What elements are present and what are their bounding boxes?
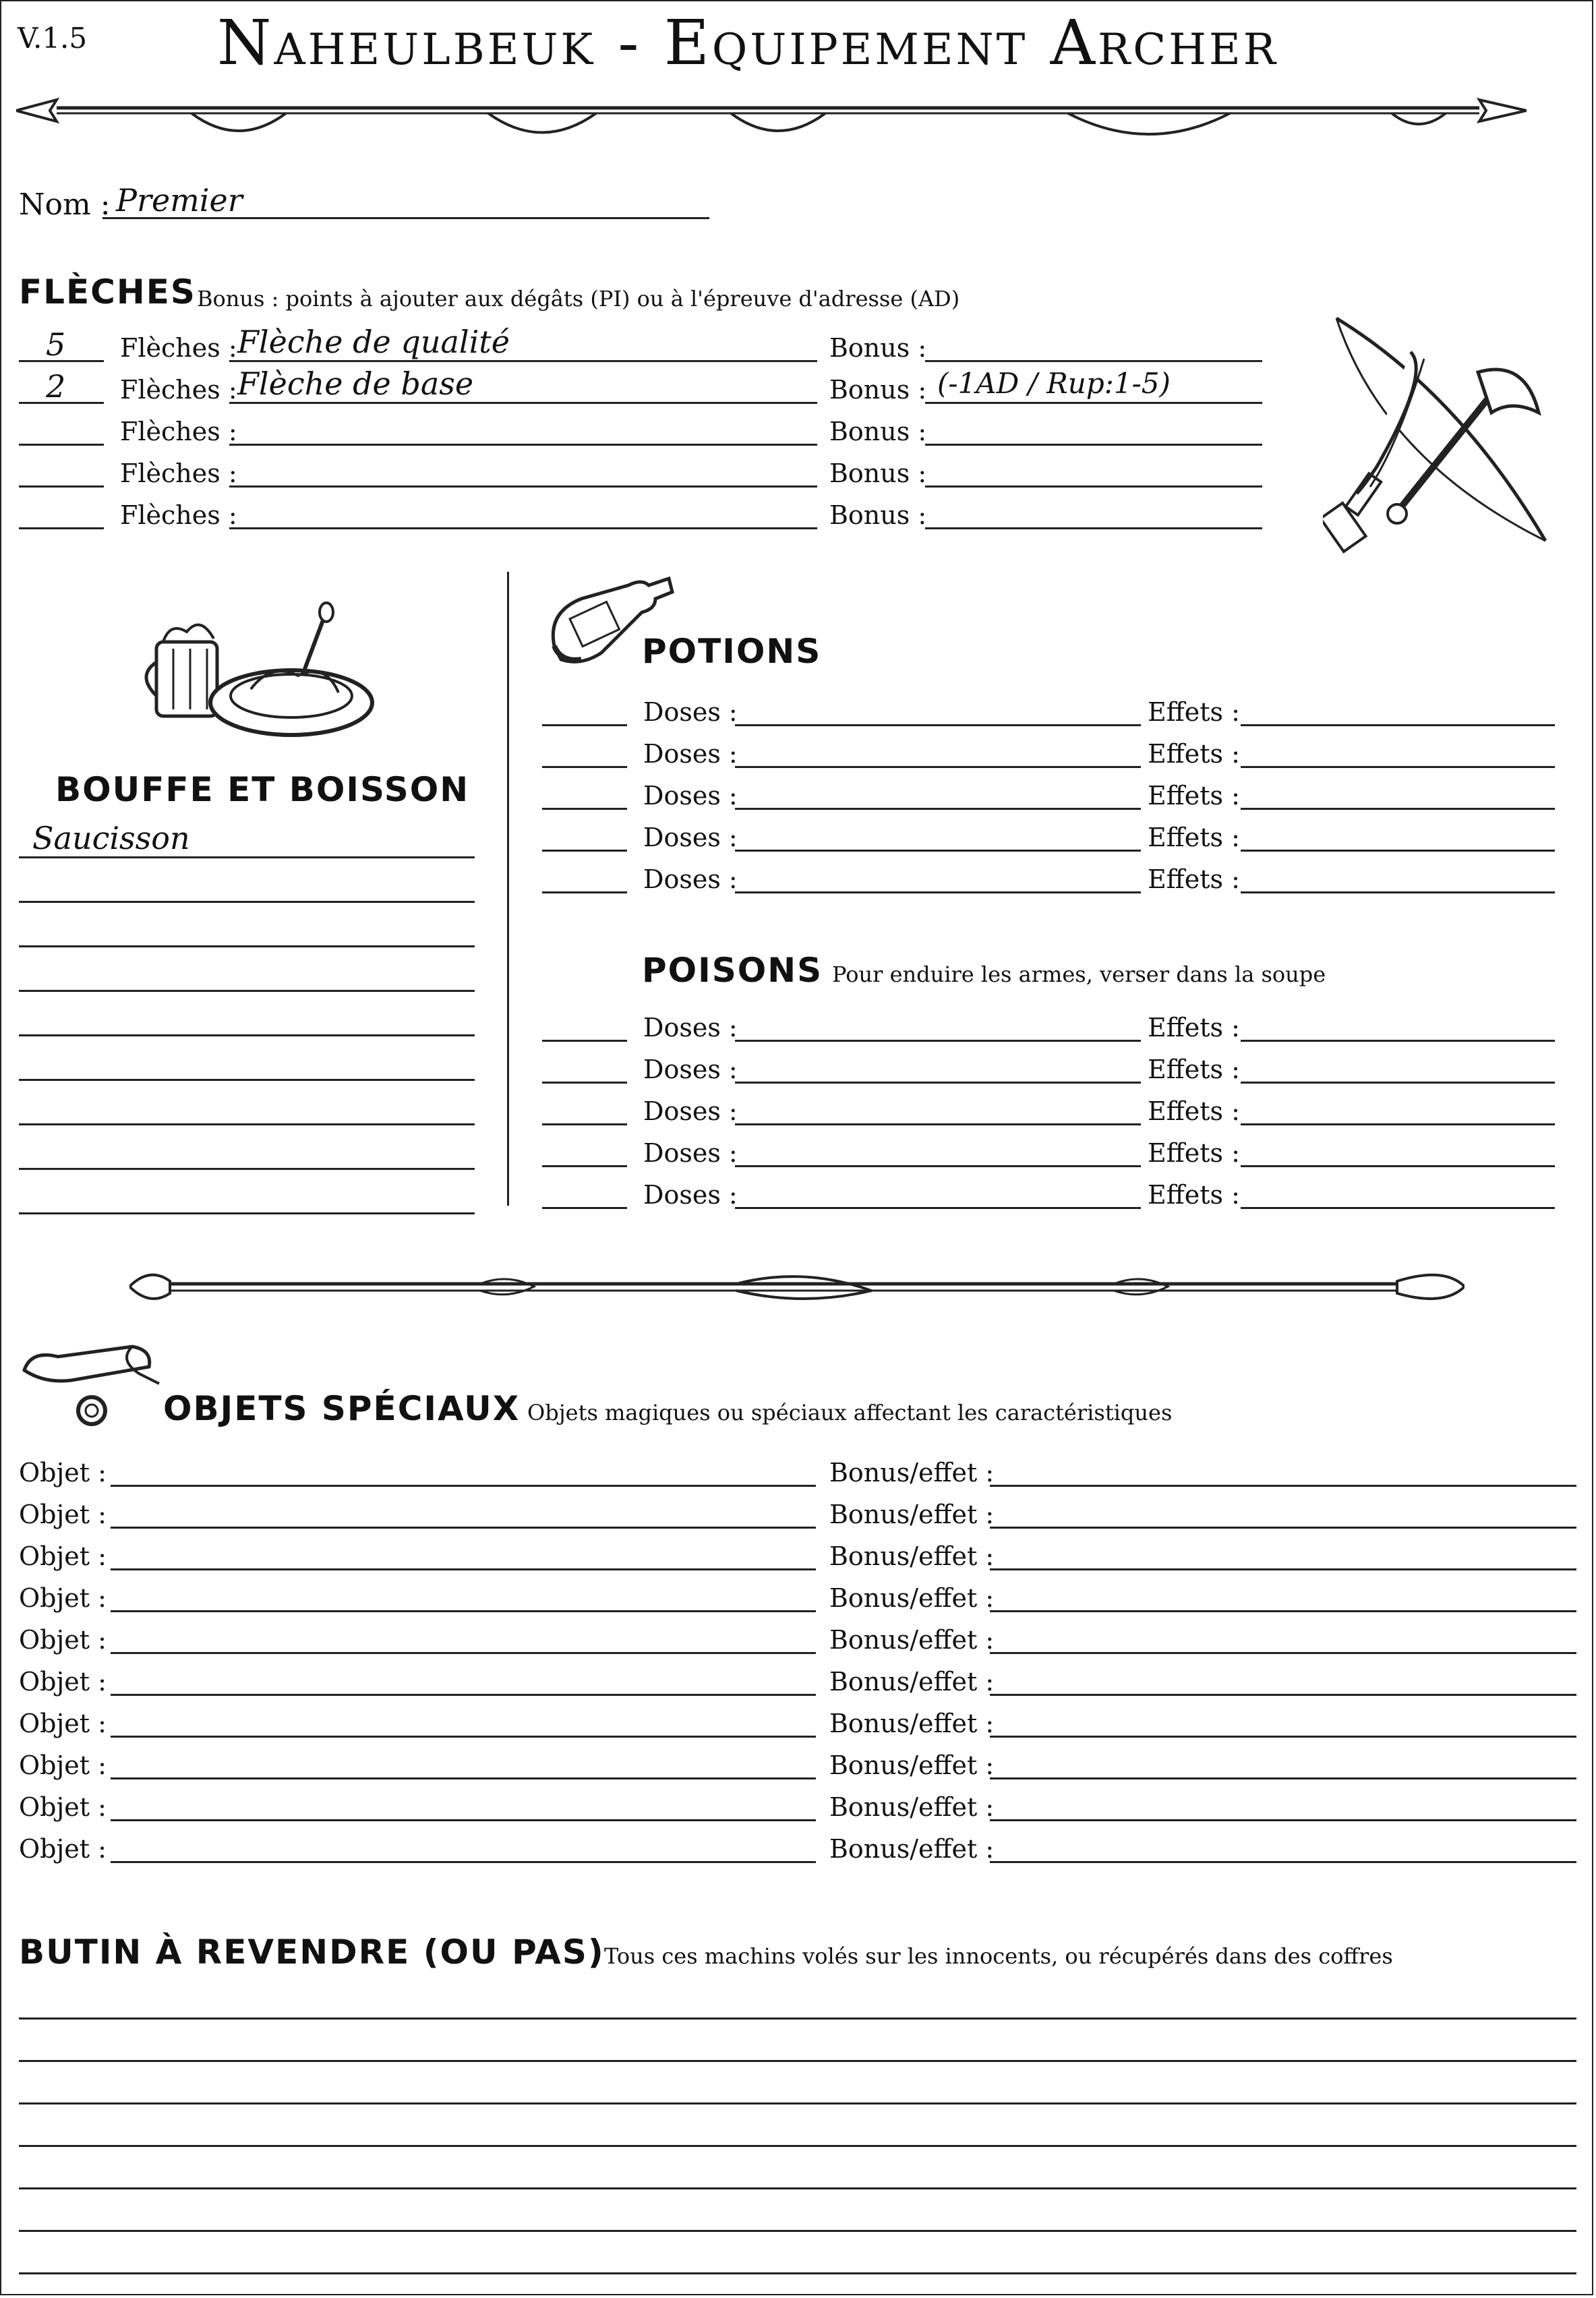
- fleches-bonus-line: [925, 485, 1262, 488]
- poisons-doses-label: Doses :: [643, 1180, 738, 1210]
- butin-title: BUTIN À REVENDRE (OU PAS): [19, 1933, 605, 1972]
- bouffe-item-line: [19, 901, 475, 903]
- potions-effets-label: Effets :: [1148, 781, 1240, 811]
- objet-bonus-label: Bonus/effet :: [829, 1541, 995, 1571]
- potions-effets-line[interactable]: [1241, 850, 1555, 852]
- potions-title: POTIONS: [642, 632, 822, 671]
- bouffe-item-line: [19, 945, 475, 947]
- objet-label: Objet :: [19, 1750, 107, 1780]
- fleches-name-line: [229, 402, 817, 404]
- fleches-bonus-label: Bonus :: [829, 459, 927, 488]
- objet-bonus-label: Bonus/effet :: [829, 1667, 995, 1697]
- poisons-doses-line[interactable]: [735, 1165, 1141, 1167]
- food-drink-icon: [136, 601, 379, 743]
- fleches-subtitle: Bonus : points à ajouter aux dégâts (PI) ou à l'épreuve d'adresse (AD): [197, 286, 960, 312]
- potions-doses-label: Doses :: [643, 739, 738, 769]
- version-label: V.1.5: [18, 22, 88, 55]
- poisons-doses-label: Doses :: [643, 1096, 738, 1126]
- objet-line[interactable]: [111, 1777, 816, 1779]
- fleches-qty-line: [19, 527, 104, 529]
- fleches-bonus-line: [925, 402, 1262, 404]
- bouffe-item-line: [19, 1212, 475, 1214]
- objet-bonus-line[interactable]: [990, 1568, 1576, 1570]
- poisons-effets-line[interactable]: [1241, 1082, 1555, 1084]
- objet-bonus-label: Bonus/effet :: [829, 1458, 995, 1487]
- butin-line[interactable]: [19, 2102, 1576, 2104]
- fleches-name-line: [229, 444, 817, 446]
- objets-subtitle: Objets magiques ou spéciaux affectant les caractéristiques: [527, 1400, 1173, 1425]
- staff-divider-icon: [129, 1266, 1465, 1307]
- objet-label: Objet :: [19, 1709, 107, 1738]
- potions-qty-line[interactable]: [542, 891, 627, 893]
- bouffe-item-line: [19, 1123, 475, 1125]
- fleches-name-line: [229, 360, 817, 362]
- butin-line[interactable]: [19, 2272, 1576, 2274]
- potions-doses-label: Doses :: [643, 823, 738, 852]
- objet-bonus-line[interactable]: [990, 1694, 1576, 1696]
- objet-bonus-label: Bonus/effet :: [829, 1500, 995, 1529]
- poisons-doses-line[interactable]: [735, 1123, 1141, 1125]
- poisons-qty-line[interactable]: [542, 1082, 627, 1084]
- objet-line[interactable]: [111, 1861, 816, 1863]
- potions-doses-label: Doses :: [643, 781, 738, 811]
- poisons-effets-line[interactable]: [1241, 1165, 1555, 1167]
- fleches-title: FLÈCHES: [19, 272, 196, 312]
- objet-bonus-line[interactable]: [990, 1527, 1576, 1529]
- bouffe-item-line: [19, 1034, 475, 1036]
- poisons-effets-line[interactable]: [1241, 1207, 1555, 1209]
- bouffe-item-line: [19, 856, 475, 858]
- name-label: Nom :: [19, 187, 111, 222]
- potions-effets-line[interactable]: [1241, 724, 1555, 726]
- butin-line[interactable]: [19, 2017, 1576, 2020]
- objet-label: Objet :: [19, 1583, 107, 1613]
- poisons-qty-line[interactable]: [542, 1123, 627, 1125]
- butin-line[interactable]: [19, 2187, 1576, 2189]
- objet-line[interactable]: [111, 1652, 816, 1654]
- objet-bonus-line[interactable]: [990, 1861, 1576, 1863]
- bouffe-item-value[interactable]: Saucisson: [32, 820, 190, 856]
- potions-effets-line[interactable]: [1241, 808, 1555, 810]
- fleches-label: Flèches :: [120, 417, 237, 446]
- fleches-name-line: [229, 485, 817, 488]
- objet-line[interactable]: [111, 1694, 816, 1696]
- poisons-effets-label: Effets :: [1148, 1180, 1240, 1210]
- bouffe-item-line: [19, 1168, 475, 1170]
- potions-effets-label: Effets :: [1148, 864, 1240, 894]
- objet-bonus-line[interactable]: [990, 1736, 1576, 1738]
- column-separator: [507, 572, 509, 1206]
- potions-qty-line[interactable]: [542, 808, 627, 810]
- crossed-weapons-icon: [1323, 312, 1566, 554]
- objet-bonus-label: Bonus/effet :: [829, 1709, 995, 1738]
- objet-label: Objet :: [19, 1625, 107, 1655]
- butin-line[interactable]: [19, 2230, 1576, 2232]
- fleches-bonus-label: Bonus :: [829, 417, 927, 446]
- potions-effets-label: Effets :: [1148, 823, 1240, 852]
- objet-label: Objet :: [19, 1458, 107, 1487]
- fleches-name-value[interactable]: Flèche de qualité: [237, 324, 510, 360]
- objet-bonus-label: Bonus/effet :: [829, 1750, 995, 1780]
- objet-line[interactable]: [111, 1527, 816, 1529]
- objet-bonus-line[interactable]: [990, 1485, 1576, 1487]
- objets-title: OBJETS SPÉCIAUX: [163, 1389, 521, 1428]
- bouffe-item-line: [19, 990, 475, 992]
- scroll-ring-icon: [18, 1343, 166, 1431]
- objet-line[interactable]: [111, 1610, 816, 1612]
- name-value[interactable]: Premier: [116, 182, 243, 218]
- butin-subtitle: Tous ces machins volés sur les innocents, ou récupérés dans des coffres: [604, 1943, 1393, 1969]
- potions-doses-label: Doses :: [643, 864, 738, 894]
- poisons-doses-line[interactable]: [735, 1040, 1141, 1042]
- poisons-subtitle: Pour enduire les armes, verser dans la soupe: [832, 962, 1326, 987]
- butin-line[interactable]: [19, 2145, 1576, 2147]
- objet-bonus-line[interactable]: [990, 1610, 1576, 1612]
- poisons-effets-label: Effets :: [1148, 1096, 1240, 1126]
- objet-label: Objet :: [19, 1792, 107, 1822]
- fleches-label: Flèches :: [120, 500, 237, 530]
- poisons-qty-line[interactable]: [542, 1165, 627, 1167]
- objet-bonus-line[interactable]: [990, 1819, 1576, 1821]
- poisons-effets-label: Effets :: [1148, 1013, 1240, 1042]
- objet-bonus-label: Bonus/effet :: [829, 1625, 995, 1655]
- bouffe-title: BOUFFE ET BOISSON: [55, 770, 470, 809]
- potions-doses-line[interactable]: [735, 766, 1141, 768]
- page-title: Naheulbeuk - Equipement Archer: [217, 7, 1278, 79]
- fleches-label: Flèches :: [120, 459, 237, 488]
- fleches-qty-value[interactable]: 5: [46, 326, 66, 363]
- objet-bonus-line[interactable]: [990, 1777, 1576, 1779]
- poisons-title: POISONS: [642, 951, 823, 990]
- potions-effets-line[interactable]: [1241, 891, 1555, 893]
- fleches-name-line: [229, 527, 817, 529]
- objet-label: Objet :: [19, 1541, 107, 1571]
- fleches-qty-line: [19, 485, 104, 488]
- objet-bonus-line[interactable]: [990, 1652, 1576, 1654]
- poisons-doses-label: Doses :: [643, 1138, 738, 1168]
- bouffe-item-line: [19, 1079, 475, 1081]
- fleches-bonus-line: [925, 527, 1262, 529]
- fleches-qty-value[interactable]: 2: [46, 368, 66, 405]
- objet-label: Objet :: [19, 1667, 107, 1697]
- potions-qty-line[interactable]: [542, 850, 627, 852]
- potions-qty-line[interactable]: [542, 766, 627, 768]
- poisons-doses-label: Doses :: [643, 1055, 738, 1084]
- poisons-qty-line[interactable]: [542, 1207, 627, 1209]
- fleches-label: Flèches :: [120, 375, 237, 405]
- objet-label: Objet :: [19, 1500, 107, 1529]
- objet-line[interactable]: [111, 1568, 816, 1570]
- fleches-qty-line: [19, 444, 104, 446]
- potions-effets-label: Effets :: [1148, 697, 1240, 727]
- fleches-name-value[interactable]: Flèche de base: [237, 365, 474, 402]
- butin-line[interactable]: [19, 2060, 1576, 2062]
- fleches-bonus-label: Bonus :: [829, 375, 927, 405]
- objet-line[interactable]: [111, 1485, 816, 1487]
- objet-bonus-label: Bonus/effet :: [829, 1583, 995, 1613]
- poisons-effets-label: Effets :: [1148, 1055, 1240, 1084]
- potions-qty-line[interactable]: [542, 724, 627, 726]
- objet-label: Objet :: [19, 1834, 107, 1864]
- potions-doses-line[interactable]: [735, 891, 1141, 893]
- poisons-effets-line[interactable]: [1241, 1040, 1555, 1042]
- fleches-bonus-label: Bonus :: [829, 333, 927, 363]
- potions-doses-line[interactable]: [735, 850, 1141, 852]
- fleches-bonus-label: Bonus :: [829, 500, 927, 530]
- fleches-label: Flèches :: [120, 333, 237, 363]
- poisons-effets-label: Effets :: [1148, 1138, 1240, 1168]
- fleches-bonus-line: [925, 360, 1262, 362]
- objet-bonus-label: Bonus/effet :: [829, 1792, 995, 1822]
- poisons-qty-line[interactable]: [542, 1040, 627, 1042]
- potions-effets-line[interactable]: [1241, 766, 1555, 768]
- poisons-doses-line[interactable]: [735, 1207, 1141, 1209]
- name-field-line: [102, 217, 709, 219]
- arrow-divider-icon: [16, 88, 1527, 148]
- objet-bonus-label: Bonus/effet :: [829, 1834, 995, 1864]
- fleches-bonus-value[interactable]: (-1AD / Rup:1-5): [937, 367, 1171, 400]
- poisons-effets-line[interactable]: [1241, 1123, 1555, 1125]
- objet-line[interactable]: [111, 1819, 816, 1821]
- objet-line[interactable]: [111, 1736, 816, 1738]
- potions-doses-label: Doses :: [643, 697, 738, 727]
- potions-doses-line[interactable]: [735, 808, 1141, 810]
- potions-doses-line[interactable]: [735, 724, 1141, 726]
- poisons-doses-label: Doses :: [643, 1013, 738, 1042]
- fleches-bonus-line: [925, 444, 1262, 446]
- poisons-doses-line[interactable]: [735, 1082, 1141, 1084]
- potions-effets-label: Effets :: [1148, 739, 1240, 769]
